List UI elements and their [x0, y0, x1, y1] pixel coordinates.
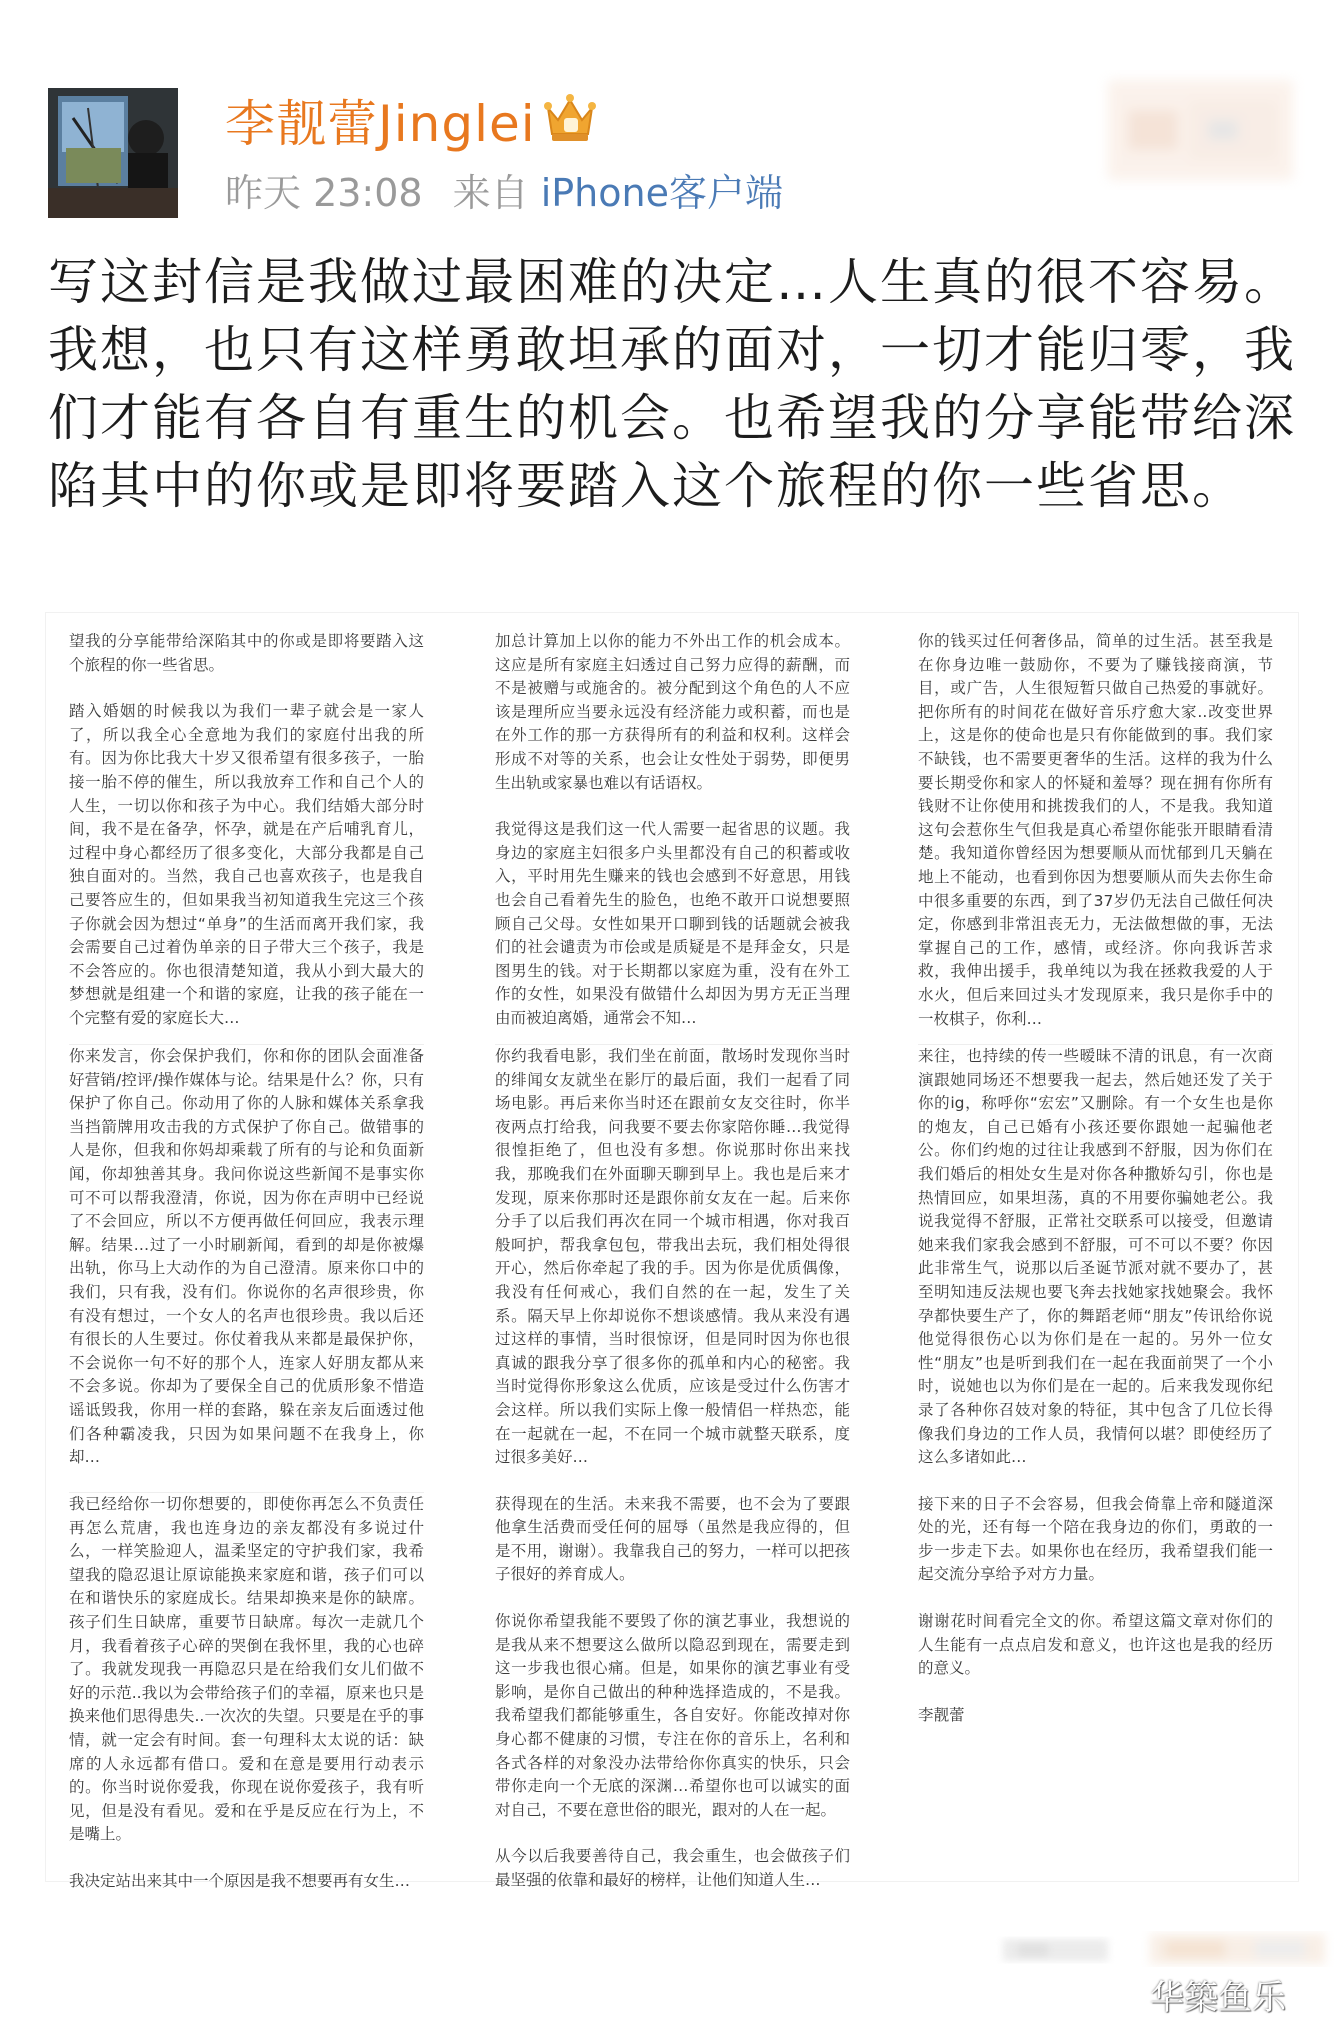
letter-paragraph: 接下来的日子不会容易，但我会倚靠上帝和隧道深处的光，还有每一个陪在我身边的你们，勇敢的一步一步走下去。如果你也在经历，我希望我们能一起交流分享给予对方力量。 [918, 1494, 1273, 1584]
blurred-action-1 [998, 1931, 1113, 1969]
avatar[interactable] [48, 88, 178, 218]
post-text: 写这封信是我做过最困难的决定…人生真的很不容易。我想，也只有这样勇敢坦承的面对，一切才能归零，我们才能有各自有重生的机会。也希望我的分享能带给深陷其中的你或是即将要踏入这个旅程的你一些省思。 [48, 253, 1296, 515]
blurred-action-2 [1145, 1928, 1330, 1970]
letter-paragraph: 你的钱买过任何奢侈品，简单的过生活。甚至我是在你身边唯一鼓励你，不要为了赚钱接商演，节目，或广告，人生很短暂只做自己热爱的事就好。把你所有的时间花在做好音乐疗愈大家..改变世界上，这是你的使命也是只有你能做到的事。我们家不缺钱，也不需要更奢华的生活。这样的我为什么要长期受你和家人的怀疑和羞辱？现在拥有你所有钱财不让你使用和挑拨我们的人，不是我。我知道这句会惹你生气但我是真心希望你能张开眼睛看清楚。我知道你曾经因为想要顺从而忧郁到几天躺在地上不能动，也看到你因为想要顺从而失去你生命中很多重要的东西，到了37岁仍无法自己做任何决定，你感到非常沮丧无力，无法做想做的事，无法掌握自己的工作，感情，或经济。你向我诉苦求救，我伸出援手，我单纯以为我在拯救我爱的人于水火，但后来回过头才发现原来，我只是你手中的一枚棋子，你利… [918, 632, 1273, 1028]
watermark: 华築鱼乐 [1150, 1978, 1286, 2018]
letter-paragraph: 来往，也持续的传一些暧昧不清的讯息，有一次商演跟她同场还不想要我一起去，然后她还发了关于你的ig，称呼你“宏宏”又删除。有一个女生也是你的炮友，自己已婚有小孩还要你跟她一起骗他老公。你们约炮的过往让我感到不舒服，因为你们在我们婚后的相处女生是对你各种撒娇勾引，你也是热情回应，如果坦荡，真的不用要你骗她老公。我说我觉得不舒服，正常社交联系可以接受，但邀请她来我们家我会感到不舒服，可不可以不要？你因此非常生气，说那以后圣诞节派对就不要办了，甚至明知违反法规也要飞奔去找她家找她聚会。我怀孕都快要生产了，你的舞蹈老师“朋友”传讯给你说他觉得很伤心以为你们是在一起的。另外一位女性“朋友”也是听到我们在一起在我面前哭了一个小时，说她也以为你们是在一起的。后来我发现你纪录了各种你召妓对象的特征，其中包含了几位长得像我们身边的工作人员，我情何以堪？即使经历了这么多诸如此… [918, 1047, 1273, 1467]
letter-paragraph: 我觉得这是我们这一代人需要一起省思的议题。我身边的家庭主妇很多户头里都没有自己的积蓄或收入，平时用先生赚来的钱也会感到不好意思，用钱也会自己看着先生的脸色，也绝不敢开口说想要照顾自己父母。女性如果开口聊到钱的话题就会被我们的社会谴责为市侩或是质疑是不是拜金女，只是图男生的钱。对于长期都以家庭为重，没有在外工作的女性，如果没有做错什么却因为男方无正当理由而被迫离婚，通常会不知… [495, 820, 850, 1027]
letter-paragraph: 我已经给你一切你想要的，即使你再怎么不负责任再怎么荒唐，我也连身边的亲友都没有多说过什么，一样笑脸迎人，温柔坚定的守护我们家，我希望我的隐忍退让原谅能换来家庭和谐，孩子们可以在和谐快乐的家庭成长。结果却换来是你的缺席。孩子们生日缺席，重要节日缺席。每次一走就几个月，我看着孩子心碎的哭倒在我怀里，我的心也碎了。我就发现我一再隐忍只是在给我们女儿们做不好的示范..我以为会带给孩子们的幸福，原来也只是换来他们思得患失..一次次的失望。只要是在乎的事情，就一定会有时间。套一句理科太太说的话：缺席的人永远都有借口。爱和在意是要用行动表示的。你当时说你爱我，你现在说你爱孩子，我有听见，但是没有看见。爱和在乎是反应在行为上，不是嘴上。 [69, 1495, 424, 1844]
post-meta [225, 162, 783, 217]
letter-segment [69, 1044, 424, 1467]
username[interactable]: 李靓蕾Jinglei [225, 95, 536, 153]
letter-paragraph: 你来发言，你会保护我们，你和你的团队会面准备好营销/控评/操作媒体与论。结果是什么？你，只有保护了你自己。你动用了你的人脉和媒体关系拿我当挡箭牌用攻击我的方式保护了你自己。做错事的人是你，但我和你妈却乘载了所有的与论和负面新闻，你却独善其身。我问你说这些新闻不是事实你可不可以帮我澄清，你说，因为你在声明中已经说了不会回应，所以不方便再做任何回应，我表示理解。结果…过了一小时刷新闻，看到的却是你被爆出轨，你马上大动作的为自己澄清。原来你口中的我们，只有我，没有们。你说你的名声很珍贵，你有没有想过，一个女人的名声也很珍贵。我以后还有很长的人生要过。你仗着我从来都是最保护你，不会说你一句不好的那个人，连家人好朋友都从来不会多说。你却为了要保全自己的优质形象不惜造谣诋毁我，你用一样的套路，躲在亲友后面透过他们各种霸凌我，只因为如果问题不在我身上，你却… [69, 1047, 424, 1467]
letter-paragraph: 你约我看电影，我们坐在前面，散场时发现你当时的绯闻女友就坐在影厅的最后面，我们一起看了同场电影。再后来你当时还在跟前女友交往时，你半夜两点打给我，问我要不要去你家陪你睡…我觉得很惶拒绝了，但也没有多想。你说那时你出来找我，那晚我们在外面聊天聊到早上。我也是后来才发现，原来你那时还是跟你前女友在一起。后来你分手了以后我们再次在同一个城市相遇，你对我百般呵护，帮我拿包包，带我出去玩，我们相处得很开心，然后你牵起了我的手。因为你是优质偶像，我没有任何戒心，我们自然的在一起，发生了关系。隔天早上你却说你不想谈感情。我从来没有遇过这样的事情，当时很惊讶，但是同时因为你也很真诚的跟我分享了很多你的孤单和内心的秘密。我当时觉得你形象这么优质，应该是受过什么伤害才会这样。所以我们实际上像一般情侣一样热恋，能在一起就在一起，不在同一个城市就整天联系，度过很多美好… [495, 1047, 850, 1467]
letter-column-1 [69, 612, 424, 1890]
letter-column-2 [495, 612, 850, 1889]
letter-segment [69, 1492, 424, 1890]
letter-signature: 李靓蕾 [918, 1705, 965, 1724]
letter-segment [495, 1044, 850, 1889]
letter-paragraph: 谢谢花时间看完全文的你。希望这篇文章对你们的人生能有一点点启发和意义，也许这也是我的经历的意义。 [918, 1612, 1273, 1678]
letter-paragraph: 你说你希望我能不要毁了你的演艺事业，我想说的是我从来不想要这么做所以隐忍到现在，需要走到这一步我也很心痛。但是，如果你的演艺事业有受影响，是你自己做出的种种选择造成的，不是我。我希望我们都能够重生，各自安好。你能改掉对你身心都不健康的习惯，专注在你的音乐上，名利和各式各样的对象没办法带给你你真实的快乐，只会带你走向一个无底的深渊…希望你也可以诚实的面对自己，不要在意世俗的眼光，跟对的人在一起。 [495, 1612, 850, 1819]
letter-segment [918, 630, 1273, 1038]
letter-segment [495, 630, 850, 1038]
post-client-link[interactable]: iPhone客户端 [540, 171, 783, 215]
post-time: 昨天 23:08 [225, 171, 423, 215]
blurred-follow-area [1098, 70, 1303, 190]
letter-paragraph: 加总计算加上以你的能力不外出工作的机会成本。这应是所有家庭主妇透过自己努力应得的薪酬，而不是被赠与或施舍的。被分配到这个角色的人不应该是理所应当要永远没有经济能力或积蓄，而也是在外工作的那一方获得所有的利益和权利。这样会形成不对等的关系，也会让女性处于弱势，即便男生出轨或家暴也难以有话语权。 [495, 632, 850, 792]
letter-paragraph: 从今以后我要善待自己，我会重生，也会做孩子们最坚强的依靠和最好的榜样，让他们知道人生… [495, 1847, 850, 1889]
letter-paragraph: 踏入婚姻的时候我以为我们一辈子就会是一家人了，所以我全心全意地为我们的家庭付出我的所有。因为你比我大十岁又很希望有很多孩子，一胎接一胎不停的催生，所以我放弃工作和自己个人的人生，一切以你和孩子为中心。我们结婚大部分时间，我不是在备孕，怀孕，就是在产后哺乳育儿，过程中身心都经历了很多变化，大部分我都是自己独自面对的。当然，我自己也喜欢孩子，也是我自己要答应生的，但如果我当初知道我生完这三个孩子你就会因为想过“单身”的生活而离开我们家，我会需要自己过着伪单亲的日子带大三个孩子，我是不会答应的。你也很清楚知道，我从小到大最大的梦想就是组建一个和谐的家庭，让我的孩子能在一个完整有爱的家庭长大… [69, 702, 424, 1027]
letter-paragraph: 我决定站出来其中一个原因是我不想要再有女生… [69, 1871, 411, 1890]
letter-paragraph: 获得现在的生活。未来我不需要，也不会为了要跟他拿生活费而受任何的屈辱（虽然是我应得的，但是不用，谢谢）。我靠我自己的努力，一样可以把孩子很好的养育成人。 [495, 1494, 850, 1584]
post-source-prefix: 来自 [452, 171, 529, 215]
vip-crown-icon [542, 90, 598, 146]
letter-segment [69, 630, 424, 1038]
letter-paragraph: 望我的分享能带给深陷其中的你或是即将要踏入这个旅程的你一些省思。 [69, 632, 424, 674]
letter-image [45, 612, 1299, 1890]
post-header [0, 0, 1344, 215]
letter-column-3 [918, 612, 1273, 1882]
avatar-image [48, 88, 178, 218]
letter-segment [918, 1044, 1273, 1883]
